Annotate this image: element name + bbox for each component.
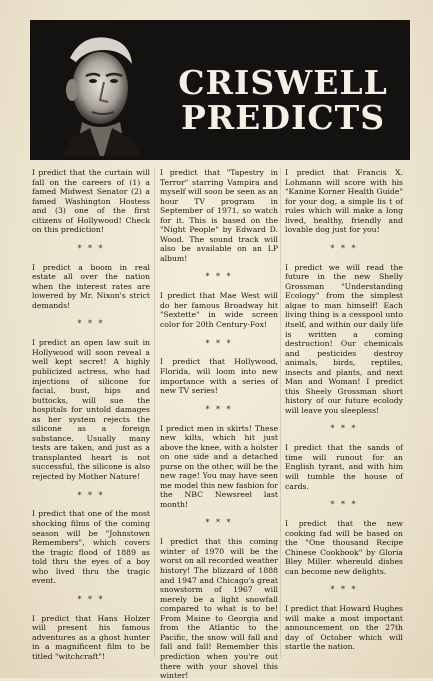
prediction: I predict that one of the most shocking films of the coming season will be "Johnstown Remembers", which covers the tragic flood of 1889 as told thru the eyes of a boy who lived thru the tragic event. — [32, 509, 150, 586]
separator: * * * — [330, 500, 358, 510]
prediction: I predict that Hans Holzer will present his famous adventures as a ghost hunter in a magnificent film to be titled "witchcraft"! — [32, 613, 150, 661]
prediction: I predict that the new cooking fad will be based on the "One thousand Recipe Chinese Cookbook" by Gloria Bley Miller whereuld dishes can become new delights. — [285, 519, 403, 576]
separator: * * * — [77, 243, 105, 253]
page-title — [158, 63, 408, 137]
prediction: I predict an open law suit in Hollywood will soon reveal a well kept secret! A highly publicized actress, who had injections of silicone for facial, bust, hips and buttocks, will sue the hospitals for untold damages as her system rejects the silicone as a foreign substance. Usually many tests are taken, and just as a transplanted heart is not successful, the silicone is also rejected by Mother Nature! — [32, 338, 150, 482]
separator: * * * — [205, 518, 233, 528]
criswell-portrait — [42, 28, 154, 156]
separator: * * * — [205, 404, 233, 414]
prediction: I predict a boom in real estate all over the nation when the interest rates are lowered by Mr. Nixon's strict demands! — [32, 262, 150, 310]
separator: * * * — [77, 594, 105, 604]
prediction: I predict that Mae West will do her famous Broadway hit "Sextette" in wide screen color for 20th Century-Fox! — [160, 291, 278, 330]
separator: * * * — [205, 338, 233, 348]
column-2 — [160, 168, 278, 681]
title-line-2: PREDICTS — [180, 98, 386, 137]
column-3 — [285, 168, 403, 652]
prediction: I predict that this coming winter of 1970 will be the worst on all recorded weather history! The blizzard of 1888 and 1947 and Chicago's great snowstorm of 1967 will merely be a light snowfall compared to what is to be! From Maine to Georgia and from the Atlantic to the Pacific, the snow will fall and fall and fall! Remember this prediction when you're out there with your shovel this winter! — [160, 537, 278, 681]
prediction: I predict men in skirts! These new kilts, which hit just above the knee, with a holster on one side and a detached purse on the other, will be the new rage! You may have seen me model this new fashion for the NBC Newsreel last month! — [160, 423, 278, 509]
column-divider — [154, 168, 155, 658]
separator: * * * — [330, 585, 358, 595]
column-1 — [32, 168, 150, 662]
prediction: I predict that "Tapestry in Terror" starring Vampira and myself will soon be seen as an hour TV program in September of 1971, so watch for it. This is based on the "Night People" by Edward D. Wood. The sound track will also be available on an LP album! — [160, 168, 278, 263]
separator: * * * — [77, 319, 105, 329]
prediction: I predict that Francis X. Lohmann will score with his "Kanine Korner Health Guide" for your dog, a simple lis t of rules which will make a long lived, healthy, friendly and lovable dog just for you! — [285, 168, 404, 235]
separator: * * * — [330, 243, 358, 253]
prediction: I predict that the curtain will fall on the careers of (1) a famed Midwest Senator (2) a famed Washington Hostess and (3) one of the first citizens of Hollywood! Check on this prediction! — [32, 168, 150, 235]
separator: * * * — [205, 272, 233, 282]
separator: * * * — [330, 424, 358, 434]
prediction: I predict we will read the future in the new Shelly Grossman "Understanding Ecology" from the simplest algae to man himself! Each living thing is a cesspool unto itself, and within our daily life is written a coming destruction! Our chemicals and pesticides destroy animals, birds, reptiles, insects and plants, and next Man and Woman! I predict this Sheely Grossman short history of our future ecolody will leave you sleepless! — [285, 262, 403, 415]
column-divider — [280, 168, 281, 658]
prediction: I predict that Hollywood, Florida, will loom into new importance with a series of new TV series! — [160, 357, 278, 396]
prediction: I predict that Howard Hughes will make a most important announcement on the 27th day of October which will startle the nation. — [285, 604, 403, 652]
prediction: I predict that the sands of time will runout for an English tyrant, and with him will tumble the house of cards. — [285, 443, 403, 491]
separator: * * * — [77, 490, 105, 500]
title-line-1: CRISWELL — [178, 63, 388, 102]
